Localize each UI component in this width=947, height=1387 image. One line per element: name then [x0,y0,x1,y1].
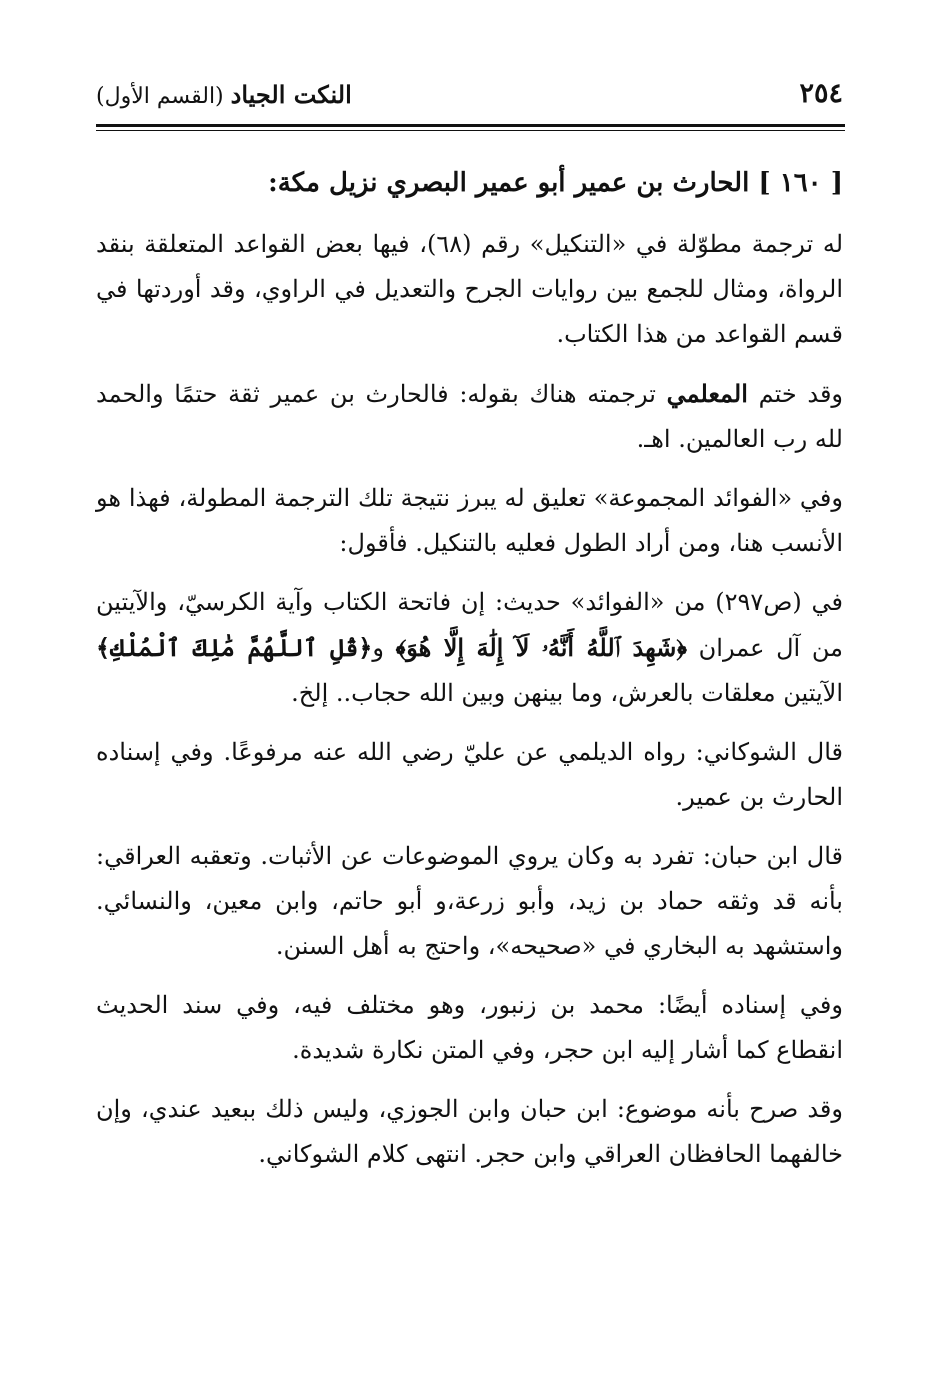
quran-verse-2: ﴿قُلِ ٱللَّهُمَّ مَٰلِكَ ٱلْمُلْكِ﴾ [96,633,373,662]
section-label: (القسم الأول) [96,84,224,109]
running-head [96,80,352,109]
page-header [96,72,843,122]
paragraph-7: وفي إسناده أيضًا: محمد بن زنبور، وهو مختلف فيه، وفي سند الحديث انقطاع كما أشار إليه ابن حجر، وفي المتن نكارة شديدة. [96,991,843,1064]
header-rule-thick [96,124,845,127]
paragraph-5: قال الشوكاني: رواه الديلمي عن عليّ رضي الله عنه مرفوعًا. وفي إسناده الحارث بن عمير. [96,738,843,811]
paragraph-2-end: ترجمته هناك بقوله: فالحارث بن عمير ثقة حتمًا والحمد لله رب العالمين. اهـ. [96,380,843,453]
author-name: المعلمي [666,379,748,408]
paragraph-4-conj: و [372,634,384,662]
header-rule-thin [96,130,845,131]
paragraph-4-end: الآيتين معلقات بالعرش، وما بينهن وبين الله حجاب.. إلخ. [291,679,843,707]
quran-verse-1: ﴿شَهِدَ ٱللَّهُ أَنَّهُۥ لَآ إِلَٰهَ إِلَّا هُوَ﴾ [395,633,687,662]
paragraph-6: قال ابن حبان: تفرد به وكان يروي الموضوعات عن الأثبات. وتعقبه العراقي: بأنه قد وثقه حماد بن زيد، وأبو زرعة،و أبو حاتم، وابن معين، والنسائي. واستشهد به البخاري في «صحيحه»، واحتج به أهل السنن. [96,842,843,960]
paragraph-2-start: وقد ختم [758,380,844,408]
entry-heading: [ ١٦٠ ] الحارث بن عمير أبو عمير البصري نزيل مكة: [268,168,843,198]
book-title: النكت الجياد [230,80,352,109]
paragraph-3: وفي «الفوائد المجموعة» تعليق له يبرز نتيجة تلك الترجمة المطولة، فهذا هو الأنسب هنا، ومن أراد الطول فعليه بالتنكيل. فأقول: [96,484,843,557]
page-body [96,158,843,1191]
page-number: ٢٥٤ [799,78,843,109]
paragraph-4 [96,580,843,716]
paragraph-4-start: في (ص٢٩٧) من «الفوائد» حديث: إن فاتحة الكتاب وآية الكرسيّ، والآيتين من آل عمران [96,588,844,662]
paragraph-1: له ترجمة مطوّلة في «التنكيل» رقم (٦٨)، فيها بعض القواعد المتعلقة بنقد الرواة، ومثال للجمع بين روايات الجرح والتعديل في الراوي، وقد أوردتها في قسم القواعد من هذا الكتاب. [96,230,844,348]
paragraph-8: وقد صرح بأنه موضوع: ابن حبان وابن الجوزي، وليس ذلك ببعيد عندي، وإن خالفهما الحافظان العراقي وابن حجر. انتهى كلام الشوكاني. [96,1095,843,1168]
paragraph-2 [96,371,843,462]
